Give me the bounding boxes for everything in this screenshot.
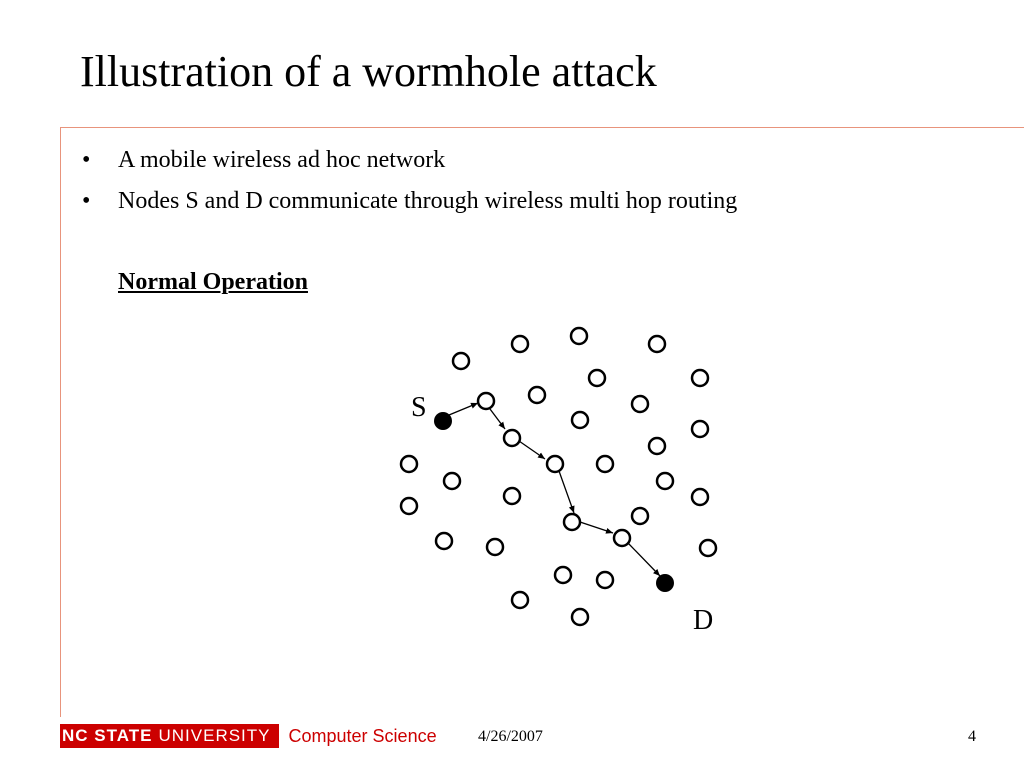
wireless-node: [444, 473, 460, 489]
route-hop-arrow: [449, 403, 478, 415]
wireless-node: [564, 514, 580, 530]
wireless-node: [478, 393, 494, 409]
slide-date: 4/26/2007: [478, 728, 543, 745]
route-hop-arrow: [580, 522, 613, 533]
slide-title: Illustration of a wormhole attack: [80, 47, 657, 96]
wireless-node: [504, 488, 520, 504]
department-name: Computer Science: [288, 726, 437, 746]
source-label: S: [411, 392, 427, 423]
destination-node: [656, 574, 674, 592]
slide-number: 4: [968, 728, 976, 745]
route-hop-arrow: [559, 471, 574, 513]
wireless-node: [401, 456, 417, 472]
wireless-node: [614, 530, 630, 546]
wireless-node: [436, 533, 452, 549]
wireless-node: [453, 353, 469, 369]
wireless-node: [597, 456, 613, 472]
wireless-node: [692, 489, 708, 505]
source-node: [434, 412, 452, 430]
logo-nc-state: NC STATE: [62, 726, 153, 745]
route-hop-arrow: [490, 409, 505, 429]
wireless-node: [512, 336, 528, 352]
wireless-node: [632, 508, 648, 524]
route-hop-arrow: [628, 543, 660, 576]
wireless-node: [700, 540, 716, 556]
section-subheading: Normal Operation: [118, 269, 308, 295]
wireless-node: [504, 430, 520, 446]
university-logo: [60, 724, 437, 748]
wireless-node: [547, 456, 563, 472]
wireless-node: [649, 336, 665, 352]
wireless-node: [572, 609, 588, 625]
wireless-node: [657, 473, 673, 489]
bullet-glyph: •: [82, 147, 91, 173]
wireless-node: [692, 421, 708, 437]
destination-label: D: [693, 605, 714, 636]
wireless-node: [529, 387, 545, 403]
wireless-node: [649, 438, 665, 454]
wireless-node: [572, 412, 588, 428]
wireless-node: [487, 539, 503, 555]
wireless-node: [401, 498, 417, 514]
bullet-text: A mobile wireless ad hoc network: [118, 147, 446, 173]
routing-path: [449, 403, 660, 576]
wireless-node: [555, 567, 571, 583]
wireless-node: [597, 572, 613, 588]
wireless-node: [589, 370, 605, 386]
route-hop-arrow: [519, 441, 545, 459]
wireless-node: [632, 396, 648, 412]
logo-wordmark: [60, 724, 279, 748]
wireless-node: [571, 328, 587, 344]
logo-university: UNIVERSITY: [158, 726, 271, 745]
wireless-node: [692, 370, 708, 386]
bullet-glyph: •: [82, 188, 91, 214]
wireless-node: [512, 592, 528, 608]
bullet-text: Nodes S and D communicate through wireless multi hop routing: [118, 188, 738, 214]
